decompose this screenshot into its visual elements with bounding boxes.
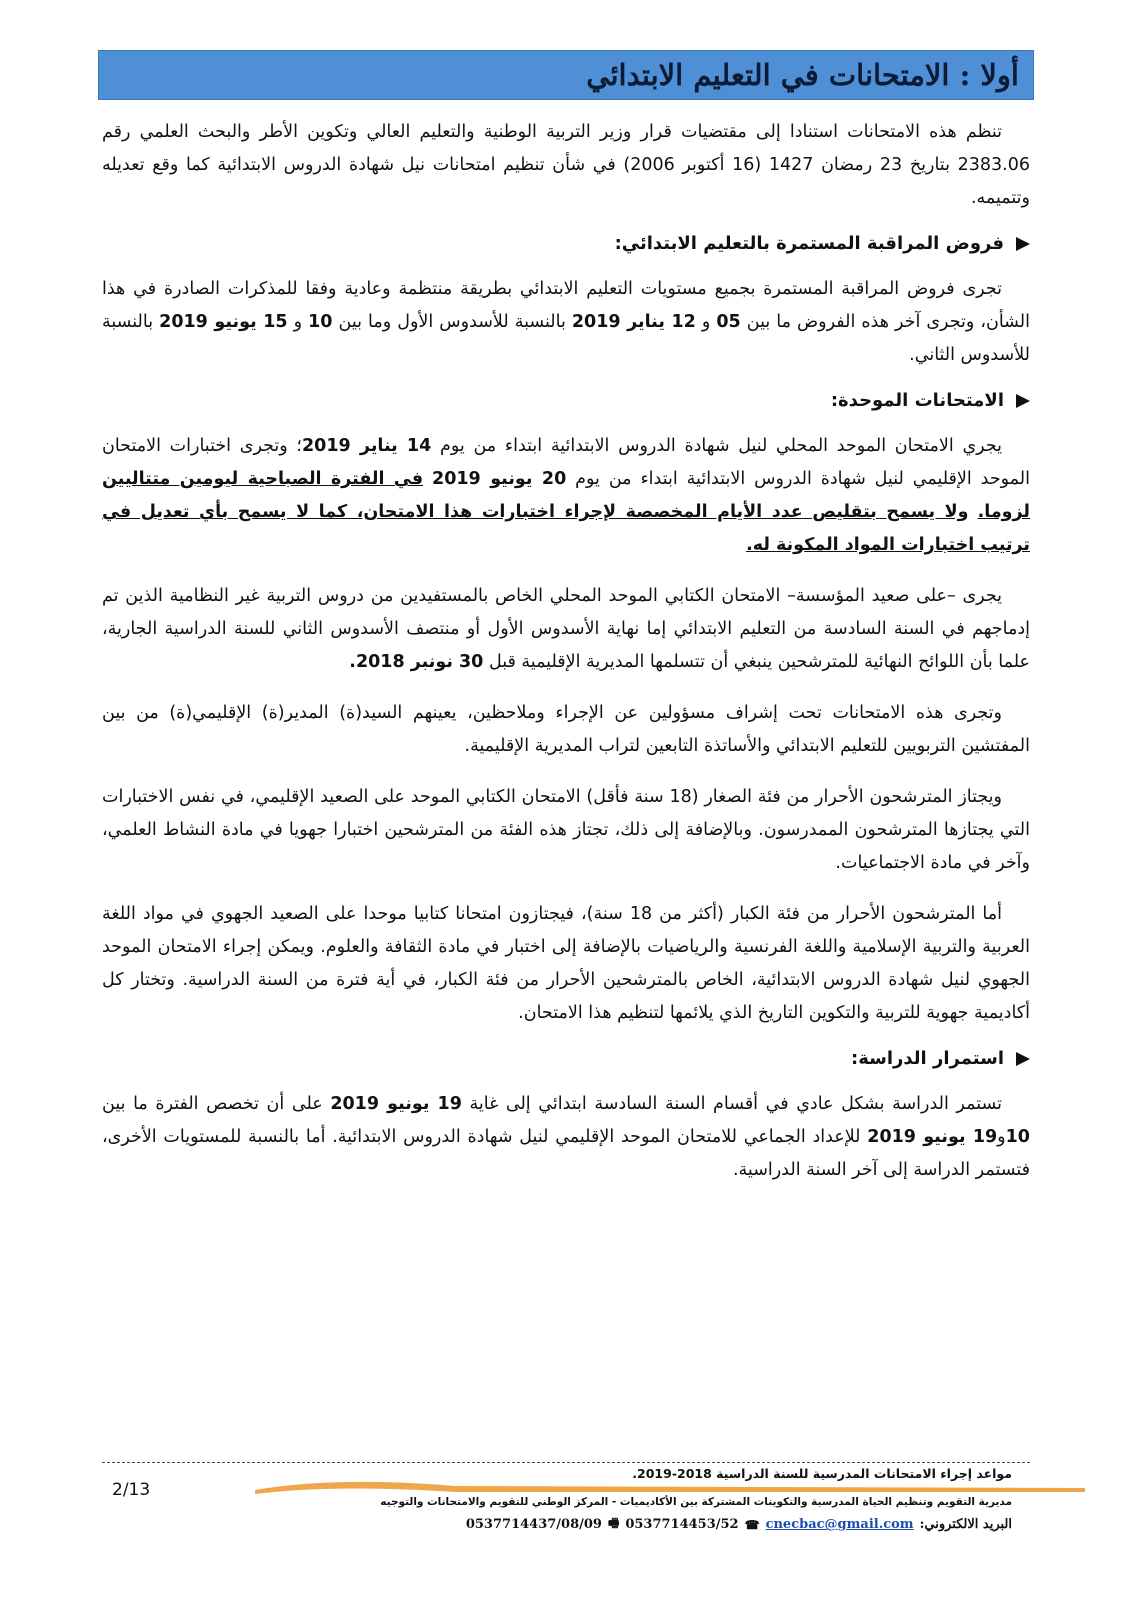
- section-title-bar: [98, 50, 1034, 100]
- arrow-bullet-icon: [1016, 1052, 1030, 1066]
- date-bold: 12 يناير 2019: [571, 312, 696, 332]
- heading-text: فروض المراقبة المستمرة بالتعليم الابتدائي:: [614, 233, 1004, 254]
- underlined-note: ولا يسمح بتقليص عدد الأيام المخصصة لإجراء اختبارات هذا الامتحان، كما لا يسمح بأي تعديل في ترتيب اختبارات المواد المكونة له.: [102, 502, 1030, 555]
- email-link[interactable]: cnecbac@gmail.com: [765, 1517, 914, 1532]
- heading-text: استمرار الدراسة:: [851, 1048, 1004, 1069]
- footer-organization: مديرية التقويم وتنظيم الحياة المدرسية والتكوينات المشتركة بين الأكاديميات - المركز الوطني للتقويم والامتحانات والتوجيه: [380, 1496, 1012, 1508]
- continuation-paragraph: تستمر الدراسة بشكل عادي في أقسام السنة السادسة ابتدائي إلى غاية 19 يونيو 2019 على أن تخصص الفترة ما بين 10و19 يونيو 2019 للإعداد الجماعي للامتحان الموحد الإقليمي لنيل شهادة الدروس الابتدائية. أما بالنسبة للمستويات الأخرى، فتستمر الدراسة إلى آخر السنة الدراسية.: [102, 1094, 1030, 1180]
- unified-exams-paragraph-2: يجرى –على صعيد المؤسسة– الامتحان الكتابي الموحد المحلي الخاص بالمستفيدين من دروس التربية غير النظامية الذين تم إدماجهم في السنة السادسة من التعليم الابتدائي إما نهاية الأسدوس الأول أو منتصف الأسدوس الثاني للسنة الدراسية الجارية، علما بأن اللوائح النهائية للمترشحين ينبغي أن تتسلمها المديرية الإقليمية قبل 30 نونبر 2018.: [102, 586, 1030, 672]
- footer-divider: [102, 1462, 1030, 1463]
- footer-title: مواعد إجراء الامتحانات المدرسية للسنة الدراسية 2018-2019.: [632, 1466, 1012, 1481]
- unified-exams-paragraph-5: أما المترشحون الأحرار من فئة الكبار (أكثر من 18 سنة)، فيجتازون امتحانا كتابيا موحدا على الصعيد الجهوي في مواد اللغة العربية والتربية الإسلامية واللغة الفرنسية والرياضيات بالإضافة إلى اختبار في مادة الثقافة والعلوم. ويمكن إجراء الامتحان الموحد الجهوي لنيل شهادة الدروس الابتدائية، الخاص بالمترشحين الأحرار من فئة الكبار، في أية فترة من السنة الدراسية. وتختار كل أكاديمية جهوية للتربية والتكوين التاريخ الذي يلائمها لتنظيم هذا الامتحان.: [102, 904, 1030, 1023]
- continuous-assessment-paragraph: تجرى فروض المراقبة المستمرة بجميع مستويات التعليم الابتدائي بطريقة منتظمة وعادية وفقا للمذكرات الصادرة في هذا الشأن، وتجرى آخر هذه الفروض ما بين 05 و 12 يناير 2019 بالنسبة للأسدوس الأول وما بين 10 و 15 يونيو 2019 بالنسبة للأسدوس الثاني.: [102, 279, 1030, 365]
- date-bold: 30 نونبر 2018.: [349, 652, 484, 672]
- heading-continuous-assessment: [102, 227, 1030, 261]
- unified-exams-paragraph-4: ويجتاز المترشحون الأحرار من فئة الصغار (18 سنة فأقل) الامتحان الكتابي الموحد على الصعيد الإقليمي، في نفس الاختبارات التي يجتازها المترشحون الممدرسون. وبالإضافة إلى ذلك، تجتاز هذه الفئة من المترشحين اختبارا جهويا في مادة النشاط العلمي، وآخر في مادة الاجتماعيات.: [102, 787, 1030, 873]
- date-bold: 19 يونيو 2019: [330, 1094, 462, 1114]
- email-label: البريد الالكتروني:: [919, 1517, 1012, 1532]
- unified-exams-paragraph-1: يجري الامتحان الموحد المحلي لنيل شهادة الدروس الابتدائية ابتداء من يوم 14 يناير 2019؛ وتجرى اختبارات الامتحان الموحد الإقليمي لنيل شهادة الدروس الابتدائية ابتداء من يوم 20 يونيو 2019 في الفترة الصباحية ليومين متتاليين لزوما. ولا يسمح بتقليص عدد الأيام المخصصة لإجراء اختبارات هذا الامتحان، كما لا يسمح بأي تعديل في ترتيب اختبارات المواد المكونة له.: [102, 436, 1030, 555]
- document-body: [102, 116, 1030, 1187]
- section-title: أولا : الامتحانات في التعليم الابتدائي: [586, 58, 1019, 92]
- unified-exams-paragraph-3: وتجرى هذه الامتحانات تحت إشراف مسؤولين عن الإجراء وملاحظين، يعينهم السيد(ة) المدير(ة) الإقليمي(ة) من بين المفتشين التربويين للتعليم الابتدائي والأساتذة التابعين لتراب المديرية الإقليمية.: [102, 703, 1030, 756]
- phone-icon: ☎: [744, 1517, 760, 1532]
- heading-text: الامتحانات الموحدة:: [830, 390, 1004, 411]
- page-number: 2/13: [112, 1480, 151, 1500]
- underlined-note: في الفترة الصباحية ليومين متتاليين لزوما.: [102, 469, 1030, 522]
- arrow-bullet-icon: [1016, 394, 1030, 408]
- phone-number: 0537714453/52: [625, 1517, 739, 1532]
- date-bold: 10: [1005, 1127, 1030, 1147]
- heading-continuation-of-study: [102, 1042, 1030, 1076]
- heading-unified-exams: [102, 384, 1030, 418]
- footer-contact: [466, 1514, 1012, 1535]
- date-bold: 19 يونيو 2019: [867, 1127, 998, 1147]
- intro-paragraph: تنظم هذه الامتحانات استنادا إلى مقتضيات قرار وزير التربية الوطنية والتعليم العالي وتكوين الأطر والبحث العلمي رقم 2383.06 بتاريخ 23 رمضان 1427 (16 أكتوبر 2006) في شأن تنظيم امتحانات نيل شهادة الدروس الابتدائية كما وقع تعديله وتتميمه.: [102, 122, 1030, 208]
- date-bold: 14 يناير 2019: [301, 436, 432, 456]
- date-bold: 15 يونيو 2019: [159, 312, 288, 332]
- date-bold: 05: [716, 312, 741, 332]
- arrow-bullet-icon: [1016, 237, 1030, 251]
- fax-number: 0537714437/08/09: [465, 1517, 602, 1532]
- date-bold: 20 يونيو 2019: [432, 469, 567, 489]
- date-bold: 10: [308, 312, 333, 332]
- fax-icon: 🖷: [607, 1516, 620, 1530]
